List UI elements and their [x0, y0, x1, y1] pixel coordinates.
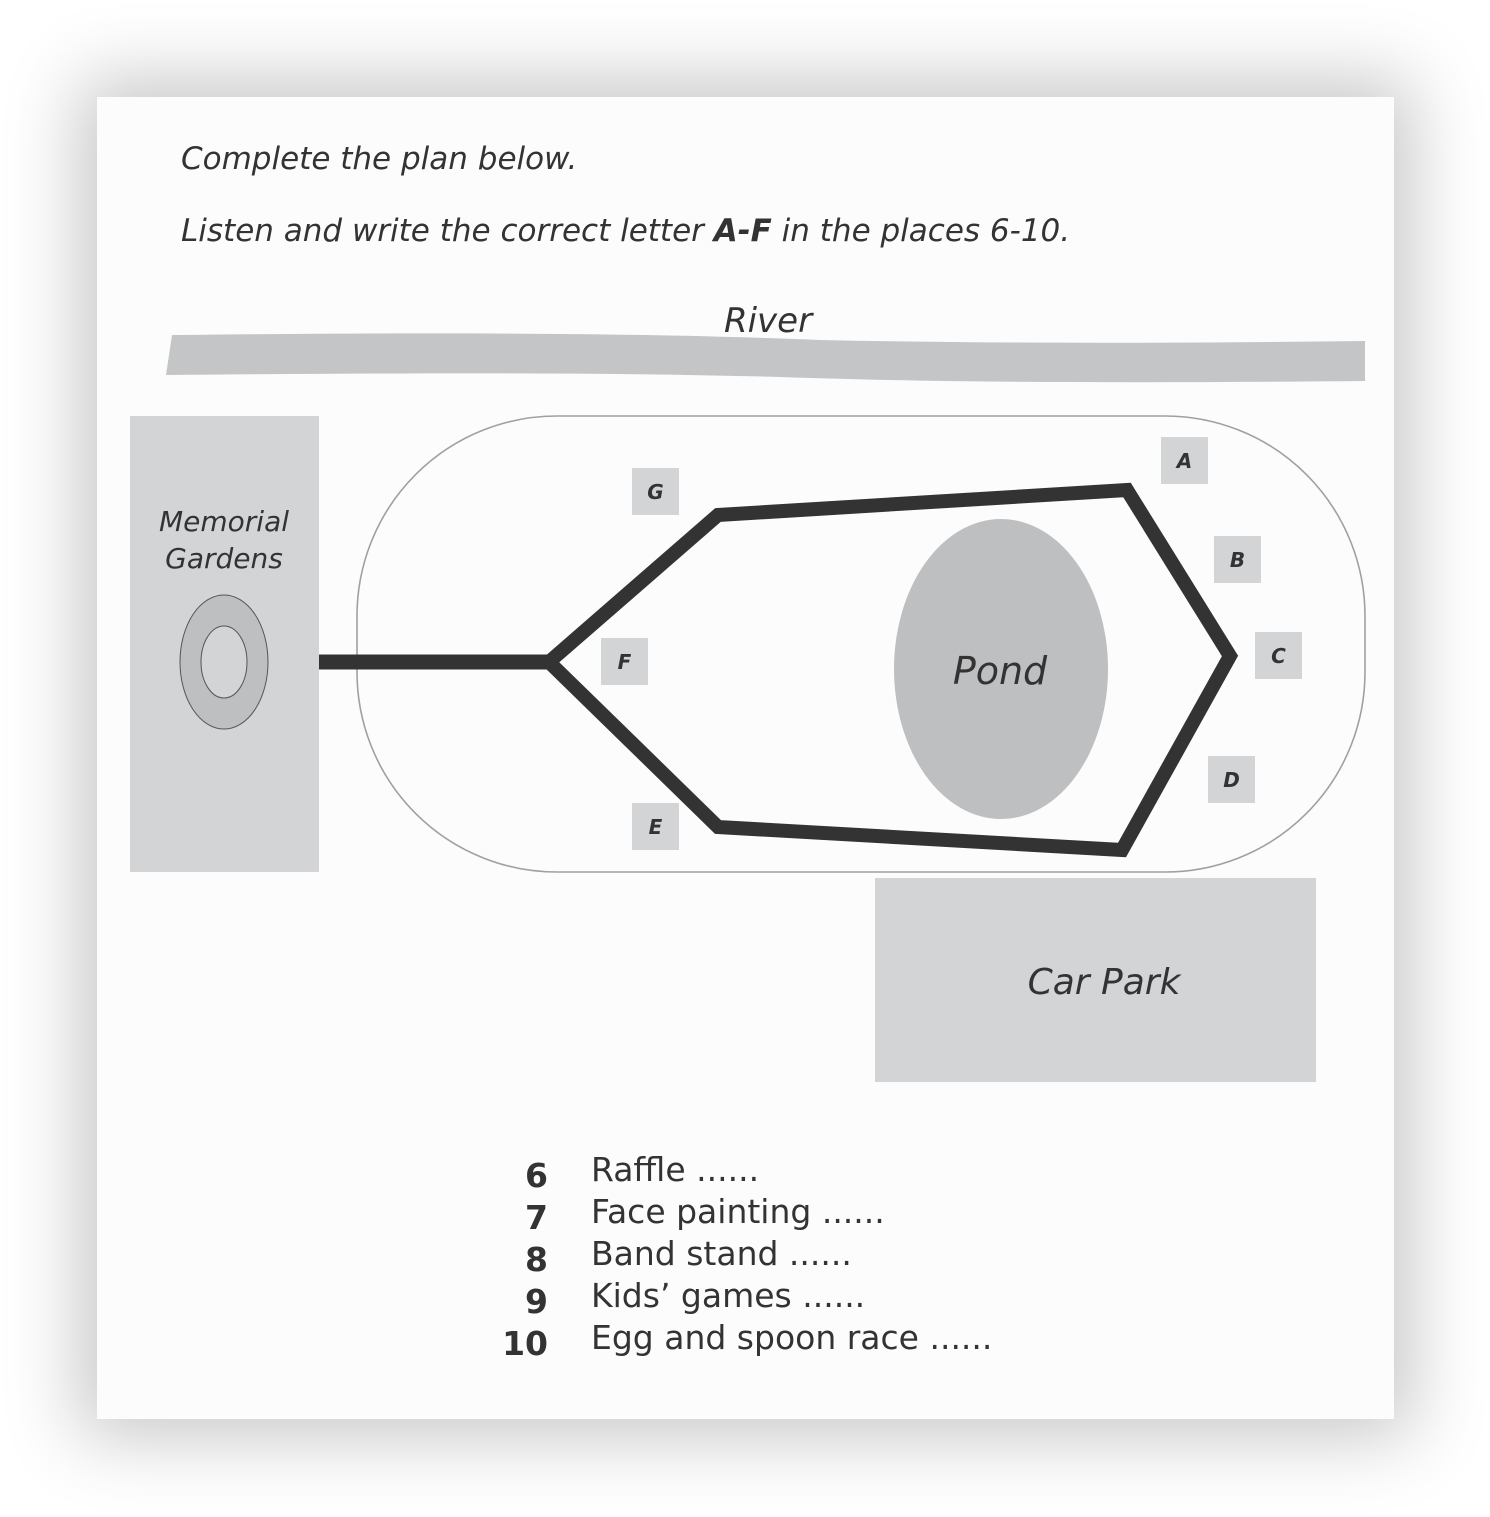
marker-b-label: B	[1229, 548, 1246, 572]
marker-d-label: D	[1223, 768, 1240, 792]
memorial-gardens-label-line2: Gardens	[165, 542, 283, 575]
question-number: 8	[525, 1240, 548, 1279]
park-boundary	[357, 416, 1365, 872]
pond-label: Pond	[952, 649, 1048, 693]
question-number: 7	[525, 1198, 548, 1237]
car-park-label: Car Park	[1027, 962, 1181, 1003]
instruction-text-before: Listen and write the correct letter	[181, 213, 714, 249]
question-number: 9	[525, 1282, 548, 1321]
marker-e-label: E	[648, 815, 663, 839]
marker-f-label: F	[617, 650, 632, 674]
question-number: 10	[502, 1324, 548, 1363]
question-text: Kids’ games ......	[591, 1276, 866, 1315]
marker-a-label: A	[1176, 449, 1193, 473]
instruction-text-after: in the places 6-10.	[771, 213, 1071, 249]
question-text: Egg and spoon race ......	[591, 1318, 993, 1357]
marker-c-label: C	[1271, 644, 1286, 668]
memorial-monument-inner	[201, 626, 247, 698]
question-text: Band stand ......	[591, 1234, 852, 1273]
loop-path	[549, 490, 1230, 850]
question-text: Raffle ......	[591, 1150, 760, 1189]
river	[166, 333, 1365, 382]
river-label: River	[723, 301, 813, 341]
memorial-gardens-label-line1: Memorial	[158, 505, 290, 538]
question-number: 6	[525, 1156, 548, 1195]
instruction-letter-range: A-F	[713, 213, 772, 249]
marker-g-label: G	[647, 480, 664, 504]
question-text: Face painting ......	[591, 1192, 885, 1231]
instruction-line-1: Complete the plan below.	[181, 141, 578, 177]
